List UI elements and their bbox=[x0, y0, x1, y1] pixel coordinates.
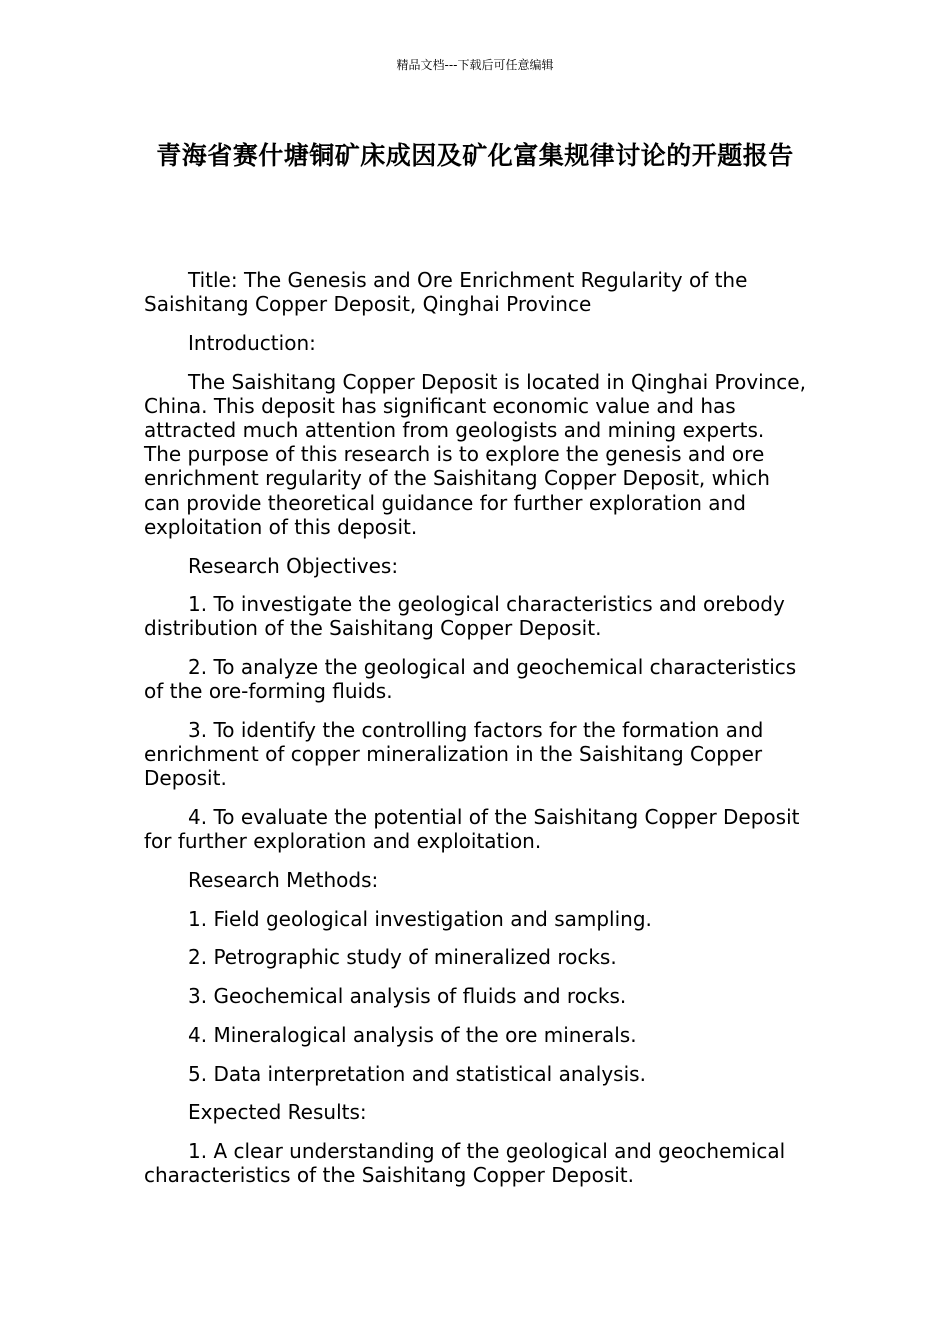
paragraph-title-line: Title: The Genesis and Ore Enrichment Regularity of the Saishitang Copper Deposit, Qinghai Province bbox=[144, 268, 748, 317]
method-item: 4. Mineralogical analysis of the ore minerals. bbox=[188, 1022, 637, 1047]
document-body bbox=[144, 268, 806, 1202]
objective-item: 3. To identify the controlling factors for the formation and enrichment of copper mineralization in the Saishitang Copper Deposit. bbox=[144, 718, 764, 791]
document-title: 青海省赛什塘铜矿床成因及矿化富集规律讨论的开题报告 bbox=[156, 141, 794, 170]
method-item: 5. Data interpretation and statistical analysis. bbox=[188, 1061, 646, 1086]
result-item: 1. A clear understanding of the geological and geochemical characteristics of the Saishitang Copper Deposit. bbox=[144, 1138, 786, 1188]
objective-item: 1. To investigate the geological characteristics and orebody distribution of the Saishitang Copper Deposit. bbox=[144, 592, 785, 641]
heading-research-methods: Research Methods: bbox=[188, 868, 379, 893]
objective-item: 2. To analyze the geological and geochemical characteristics of the ore-forming fluids. bbox=[144, 655, 797, 704]
method-item: 1. Field geological investigation and sampling. bbox=[188, 906, 652, 931]
heading-expected-results: Expected Results: bbox=[188, 1100, 367, 1125]
heading-research-objectives: Research Objectives: bbox=[188, 553, 399, 578]
method-item: 3. Geochemical analysis of fluids and rocks. bbox=[188, 984, 627, 1009]
objective-item: 4. To evaluate the potential of the Saishitang Copper Deposit for further exploration and exploitation. bbox=[144, 805, 800, 854]
header-note: 精品文档---下载后可任意编辑 bbox=[396, 58, 554, 72]
method-item: 2. Petrographic study of mineralized rocks. bbox=[188, 945, 617, 970]
paragraph-introduction: The Saishitang Copper Deposit is located in Qinghai Province, China. This deposit has significant economic value and has attracted much attention from geologists and mining experts. The purpose of this research is to explore the genesis and ore enrichment regularity of the Saishitang Copper Deposit, which can provide theoretical guidance for further exploration and exploitation of this deposit. bbox=[144, 369, 806, 539]
heading-introduction: Introduction: bbox=[188, 330, 316, 355]
